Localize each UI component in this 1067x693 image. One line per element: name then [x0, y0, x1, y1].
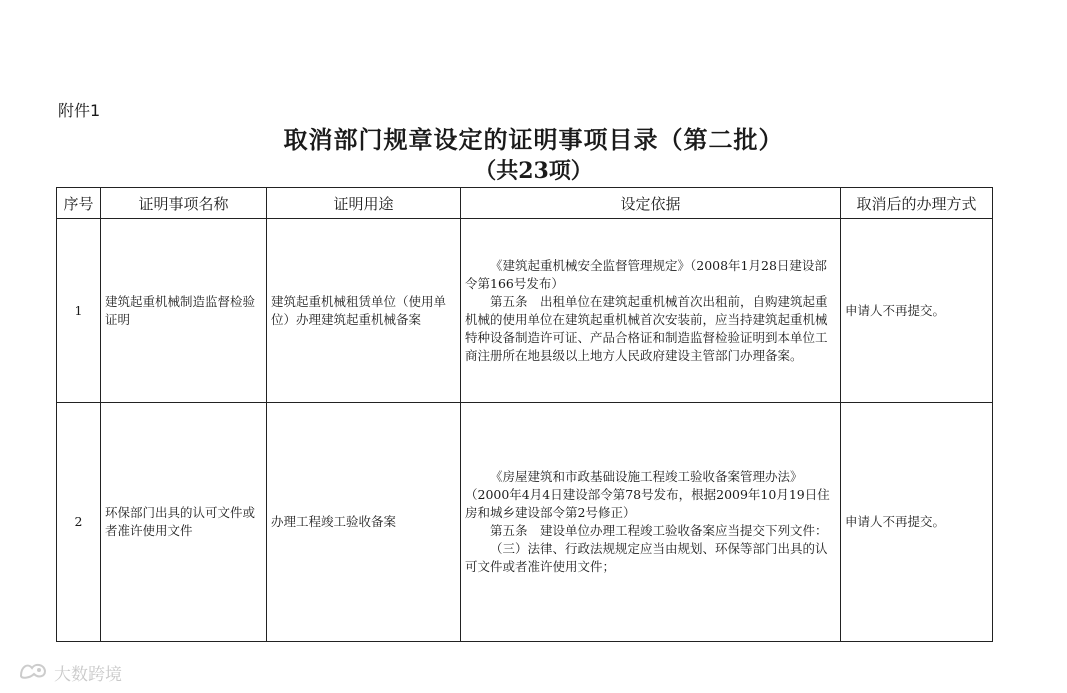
row-no: 2 — [57, 403, 101, 642]
basis-article: 第五条 建设单位办理工程竣工验收备案应当提交下列文件： — [490, 523, 828, 538]
row-no: 1 — [57, 219, 101, 403]
document-title: 取消部门规章设定的证明事项目录（第二批） — [283, 125, 784, 154]
header-purpose: 证明用途 — [267, 188, 461, 219]
row-name: 环保部门出具的认可文件或者准许使用文件 — [101, 403, 267, 642]
row-basis — [461, 403, 841, 642]
attachment-label: 附件1 — [58, 101, 101, 120]
table-row — [57, 219, 993, 403]
header-basis: 设定依据 — [461, 188, 841, 219]
logo-icon — [18, 660, 48, 685]
basis-law: 《房屋建筑和市政基础设施工程竣工验收备案管理办法》（2000年4月4日建设部令第78号发布，根据2009年10月19日住房和城乡建设部令第2号修正） — [465, 469, 830, 520]
row-purpose: 建筑起重机械租赁单位（使用单位）办理建筑起重机械备案 — [267, 219, 461, 403]
basis-article: 第五条 出租单位在建筑起重机械首次出租前，自购建筑起重机械的使用单位在建筑起重机械首次安装前，应当持建筑起重机械特种设备制造许可证、产品合格证和制造监督检验证明到本单位工商注册所在地县级以上地方人民政府建设主管部门办理备案。 — [465, 293, 828, 363]
table-row — [57, 403, 993, 642]
row-name: 建筑起重机械制造监督检验证明 — [101, 219, 267, 403]
basis-clause: （三）法律、行政法规规定应当由规划、环保等部门出具的认可文件或者准许使用文件； — [465, 541, 828, 574]
row-basis — [461, 219, 841, 403]
header-name: 证明事项名称 — [101, 188, 267, 219]
catalog-table — [56, 187, 993, 642]
row-method: 申请人不再提交。 — [841, 219, 993, 403]
table-header-row — [57, 188, 993, 219]
header-method: 取消后的办理方式 — [841, 188, 993, 219]
row-purpose: 办理工程竣工验收备案 — [267, 403, 461, 642]
row-method: 申请人不再提交。 — [841, 403, 993, 642]
watermark — [18, 660, 122, 685]
watermark-text: 大数跨境 — [54, 665, 122, 685]
document-subtitle: （共23项） — [474, 158, 593, 184]
basis-law: 《建筑起重机械安全监督管理规定》（2008年1月28日建设部令第166号发布） — [465, 257, 827, 291]
header-no: 序号 — [57, 188, 101, 219]
